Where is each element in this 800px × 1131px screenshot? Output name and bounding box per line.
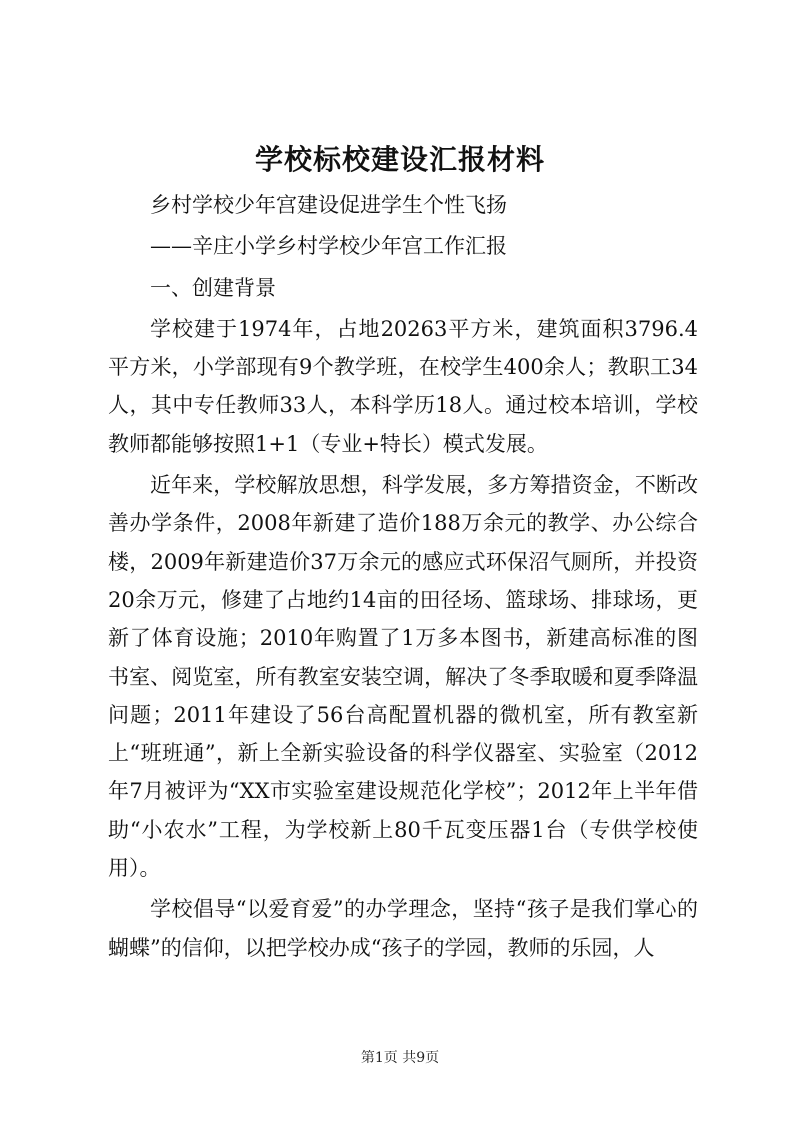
paragraph-philosophy: 学校倡导“以爱育爱”的办学理念，坚持“孩子是我们掌心的蝴蝶”的信仰，以把学校办成“孩子的学园，教师的乐园，人 <box>108 897 698 960</box>
byline: ——辛庄小学乡村学校少年宫工作汇报 <box>150 234 507 259</box>
subtitle: 乡村学校少年宫建设促进学生个性飞扬 <box>150 193 507 217</box>
page-number: 第1页 共9页 <box>360 1050 440 1066</box>
section-heading: 一、创建背景 <box>150 275 276 300</box>
paragraph-improvements: 近年来，学校解放思想，科学发展，多方筹措资金，不断改善办学条件，2008年新建了造价188万余元的教学、办公综合楼，2009年新建造价37万余元的感应式环保沼气厕所，并投资20余万元，修建了占地约14亩的田径场、篮球场、排球场，更新了体育设施；2010年购置了1万多本图书，新建高标准的图书室、阅览室，所有教室安装空调，解决了冬季取暖和夏季降温问题；2011年建设了56台高配置机器的微机室，所有教室新上“班班通”，新上全新实验设备的科学仪器室、实验室（2012年7月被评为“XX市实验室建设规范化学校”；2012年上半年借助“小农水”工程，为学校新上80千瓦变压器1台（专供学校使用）。 <box>108 473 698 881</box>
document-title: 学校标校建设汇报材料 <box>254 143 545 176</box>
paragraph-background: 学校建于1974年，占地20263平方米，建筑面积3796.4平方米，小学部现有9个教学班，在校学生400余人；教职工34人，其中专任教师33人，本科学历18人。通过校本培训，学校教师都能够按照1+1（专业+特长）模式发展。 <box>108 316 698 456</box>
document-body <box>108 186 698 970</box>
